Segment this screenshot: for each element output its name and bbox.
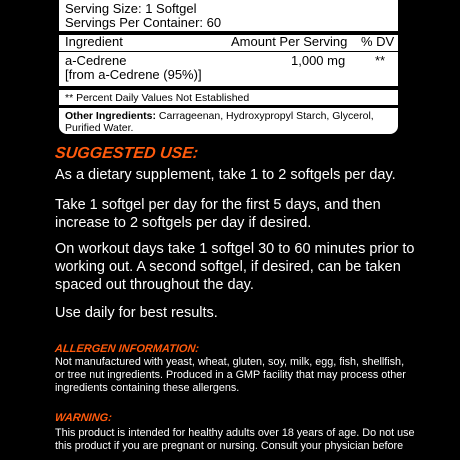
ingredient-source: [from a-Cedrene (95%)]	[65, 67, 202, 82]
ingredient-amount: 1,000 mg	[291, 53, 346, 68]
suggested-use-heading: SUGGESTED USE:	[54, 145, 200, 162]
column-dv-header: % DV	[361, 34, 395, 49]
other-ingredients-line2: Purified Water.	[65, 122, 134, 134]
suggested-use-paragraph-3	[55, 240, 415, 294]
warning-line: this product if you are pregnant or nursing. Consult your physician before	[55, 440, 404, 452]
divider-thin	[59, 51, 398, 52]
paragraph-line: spaced out throughout the day.	[55, 277, 254, 293]
other-ingredients-label: Other Ingredients:	[65, 110, 157, 122]
allergen-line: ingredients containing these allergens.	[55, 382, 240, 394]
paragraph-line: As a dietary supplement, take 1 to 2 softgels per day.	[55, 167, 396, 183]
serving-size: Serving Size: 1 Softgel	[65, 1, 197, 16]
allergen-line: or tree nut ingredients. Produced in a GMP facility that may process other	[55, 369, 406, 381]
suggested-use-paragraph-4	[55, 304, 415, 322]
servings-per-container: Servings Per Container: 60	[65, 15, 222, 30]
allergen-line: Not manufactured with yeast, wheat, gluten, soy, milk, egg, fish, shellfish,	[55, 356, 405, 368]
paragraph-line: working out. A second softgel, if desired, can be taken	[55, 259, 401, 275]
allergen-text	[55, 356, 415, 395]
paragraph-line: increase to 2 softgels per day if desired.	[55, 215, 312, 231]
warning-text	[55, 427, 415, 453]
paragraph-line: On workout days take 1 softgel 30 to 60 minutes prior to	[55, 241, 415, 257]
divider-thick	[59, 105, 398, 108]
other-ingredients-line1: Carrageenan, Hydroxypropyl Starch, Glycerol,	[156, 110, 374, 122]
column-amount-header: Amount Per Serving	[231, 34, 348, 49]
allergen-heading: ALLERGEN INFORMATION:	[54, 343, 200, 355]
other-ingredients	[65, 110, 374, 122]
warning-line: This product is intended for healthy adults over 18 years of age. Do not use	[55, 427, 415, 439]
suggested-use-paragraph-1	[55, 166, 415, 184]
supplement-facts-panel	[57, 0, 400, 136]
ingredient-dv: **	[375, 53, 386, 68]
divider-thick	[59, 86, 398, 90]
warning-heading: WARNING:	[54, 412, 113, 424]
ingredient-name: a-Cedrene	[65, 53, 127, 68]
column-ingredient-header: Ingredient	[65, 34, 123, 49]
paragraph-line: Use daily for best results.	[55, 305, 218, 321]
footnote: ** Percent Daily Values Not Established	[65, 92, 250, 104]
paragraph-line: Take 1 softgel per day for the first 5 days, and then	[55, 197, 381, 213]
suggested-use-paragraph-2	[55, 196, 415, 232]
